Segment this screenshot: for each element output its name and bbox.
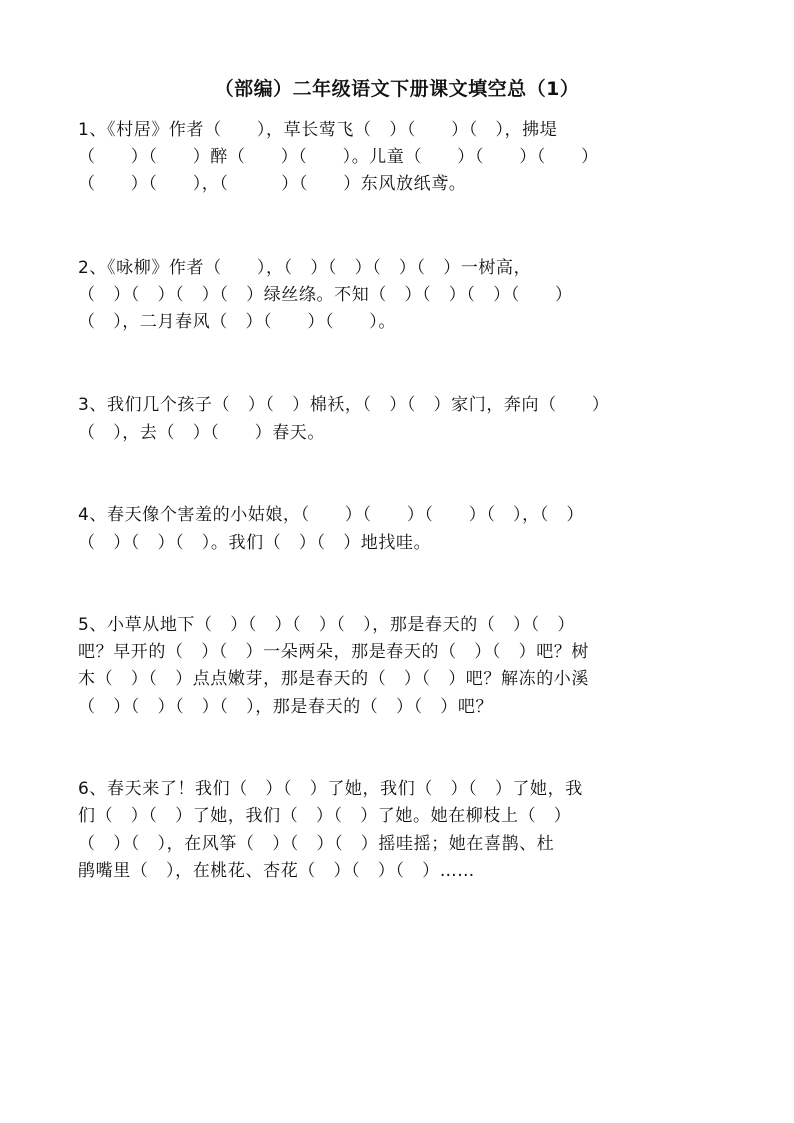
question-1-line-1: 1、《村居》作者（ ），草长莺飞（ ）（ ）（ ），拂堤: [78, 120, 558, 140]
question-3-line-1: 3、我们几个孩子（ ）（ ）棉袄，（ ）（ ）家门，奔向（ ）: [78, 395, 610, 415]
question-4-line-1: 4、春天像个害羞的小姑娘，（ ）（ ）（ ）（ ），（ ）: [78, 505, 585, 525]
question-2-line-1: 2、《咏柳》作者（ ），（ ）（ ）（ ）（ ）一树高，: [78, 258, 532, 278]
question-5-line-4: （ ）（ ）（ ）（ ），那是春天的（ ）（ ）吧？: [78, 697, 494, 717]
question-6-line-2: 们（ ）（ ）了她，我们（ ）（ ）了她。她在柳枝上（ ）: [78, 806, 572, 826]
question-5-line-3: 木（ ）（ ）点点嫩芽，那是春天的（ ）（ ）吧？解冻的小溪: [78, 669, 589, 689]
question-4-line-2: （ ）（ ）（ ）。我们（ ）（ ）地找哇。: [78, 533, 432, 553]
question-1-line-3: （ ）（ ），（ ）（ ）东风放纸鸢。: [78, 174, 467, 194]
page-title: （部编）二年级语文下册课文填空总（1）: [214, 78, 580, 100]
question-3-line-2: （ ），去（ ）（ ）春天。: [78, 423, 325, 443]
question-5-line-2: 吧？早开的（ ）（ ）一朵两朵，那是春天的（ ）（ ）吧？树: [78, 642, 589, 662]
question-6-line-1: 6、春天来了！我们（ ）（ ）了她，我们（ ）（ ）了她，我: [78, 779, 583, 799]
question-2-line-3: （ ），二月春风（ ）（ ）（ ）。: [78, 312, 396, 332]
question-5-line-1: 5、小草从地下（ ）（ ）（ ）（ ），那是春天的（ ）（ ）: [78, 615, 575, 635]
question-1-line-2: （ ）（ ）醉（ ）（ ）。儿童（ ）（ ）（ ）: [78, 147, 599, 167]
question-6-line-3: （ ）（ ），在风筝（ ）（ ）（ ）摇哇摇；她在喜鹊、杜: [78, 834, 555, 854]
question-2-line-2: （ ）（ ）（ ）（ ）绿丝绦。不知（ ）（ ）（ ）（ ）: [78, 285, 573, 305]
question-6-line-4: 鹃嘴里（ ），在桃花、杏花（ ）（ ）（ ）……: [78, 861, 475, 881]
